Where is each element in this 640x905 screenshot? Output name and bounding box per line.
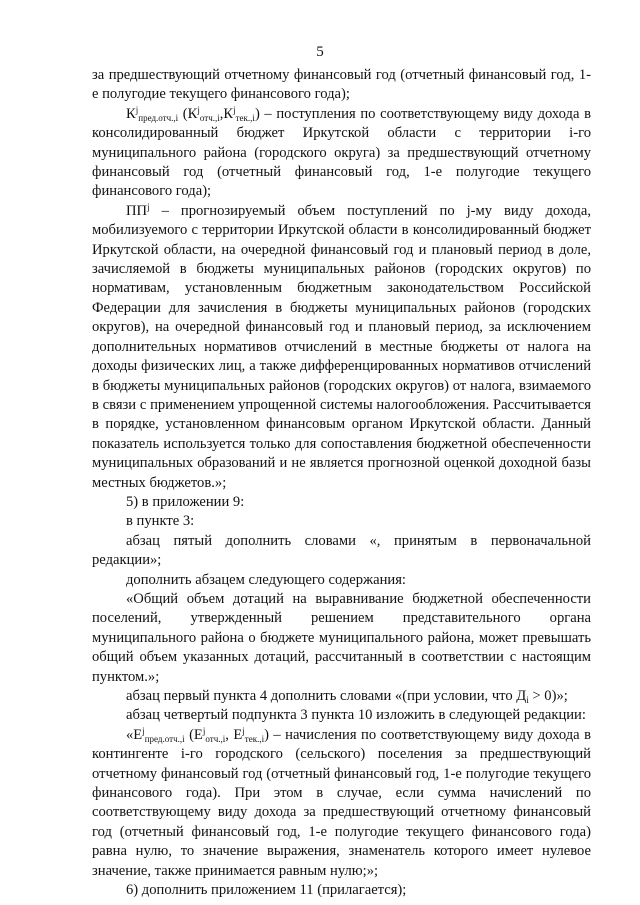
formula-part: , Е — [225, 726, 243, 743]
paragraph-previous-year: за предшествующий отчетному финансовый год (отчетный финансовый год, 1-е полугодие текущего финансового года); — [92, 67, 591, 103]
formula-part: (Е — [184, 726, 203, 743]
symbol-k-subscript: пред.отч.,i — [138, 112, 179, 123]
symbol-e-subscript: пред.отч.,i — [144, 733, 185, 744]
paragraph-item-5: 5) в приложении 9: — [126, 493, 245, 510]
paragraph-e-definition — [92, 726, 591, 881]
formula-part: (К — [178, 105, 198, 122]
formula-superscript: j — [197, 104, 200, 115]
paragraph-text: ) – поступления по соответствующему виду дохода в консолидированный бюджет Иркутской области с территории i-го муниципального района (городского округа) за предшествующий отчетному финансовый год (отчетный финансовый год, 1-е полугодие текущего финансового года); — [92, 105, 591, 200]
symbol-pp-superscript: j — [147, 201, 150, 212]
symbol-k: К — [126, 105, 136, 122]
paragraph-point-4 — [92, 687, 591, 706]
formula-subscript: отч.,i — [205, 733, 226, 744]
symbol-e-superscript: j — [142, 725, 145, 736]
symbol-pp: ПП — [126, 202, 148, 219]
paragraph-point-3: в пункте 3: — [126, 513, 195, 530]
paragraph-k-definition — [92, 105, 591, 202]
paragraph-item-6: 6) дополнить приложением 11 (прилагается); — [126, 882, 407, 899]
formula-part: ,К — [219, 105, 234, 122]
paragraph-add-abzac: дополнить абзацем следующего содержания: — [126, 571, 406, 588]
formula-superscript: j — [242, 725, 245, 736]
paragraph-text: > 0)»; — [528, 688, 568, 704]
symbol-k-superscript: j — [135, 104, 139, 115]
page-number: 5 — [316, 44, 324, 60]
paragraph-text: абзац первый пункта 4 дополнить словами «(при условии, что Д — [126, 688, 527, 704]
paragraph-abzac-5: абзац пятый дополнить словами «, принятым в первоначальной редакции»; — [92, 532, 591, 569]
formula-superscript: j — [233, 104, 236, 115]
symbol-e: «Е — [126, 726, 143, 743]
symbol-d-subscript: i — [526, 695, 529, 705]
formula-subscript: отч.,i — [199, 112, 220, 123]
paragraph-pp-definition — [92, 202, 591, 493]
formula-subscript: тек.,i — [235, 112, 255, 123]
formula-superscript: j — [202, 725, 206, 736]
formula-subscript: тек.,i — [244, 733, 265, 744]
paragraph-text: ) – начисления по соответствующему виду дохода в контингенте i-го городского (сельского) поселения за предшествующий отчетному финансовый год (отчетный финансовый год, 1-е полугодие текущего финансового года). При этом в случае, если сумма начислений по соответствующему виду дохода за предшествующий отчетному финансовый год (отчетный финансовый год, 1-е полугодие текущего финансового года) равна нулю, то значение выражения, знаменатель которого имеет нулевое значение, также принимается равным нулю;»; — [92, 726, 591, 879]
paragraph-text: – прогнозируемый объем поступлений по j-му виду дохода, мобилизуемого с территории Иркутской области в консолидированный бюджет Иркутской области, на очередной финансовый год и плановый период в доле, зачисляемой в бюджеты муниципальных районов (городских округов) по нормативам, установленным бюджетным законодательством Российской Федерации для зачисления в бюджеты муниципальных районов (городских округов), на очередной финансовый год и плановый период, за исключением дополнительных нормативов отчислений в местные бюджеты от налога на доходы физических лиц, а также дифференцированных нормативов отчислений в бюджеты муниципальных районов (городских округов) от налога, взимаемого в связи с применением упрощенной системы налогообложения. Рассчитывается в порядке, установленном финансовым органом Иркутской области. Данный показатель используется только для сопоставления бюджетной обеспеченности муниципальных образований и не является прогнозной оценкой доходной базы местных бюджетов.»; — [92, 202, 591, 491]
paragraph-point-10: абзац четвертый подпункта 3 пункта 10 изложить в следующей редакции: — [126, 707, 586, 724]
paragraph-quote-dotations: «Общий объем дотаций на выравнивание бюджетной обеспеченности поселений, утвержденный решением представительного органа муниципального района о бюджете муниципального района, может превышать общий объем указанных дотаций, рассчитанный в соответствии с настоящим пунктом.»; — [92, 590, 591, 685]
document-body — [92, 66, 591, 900]
